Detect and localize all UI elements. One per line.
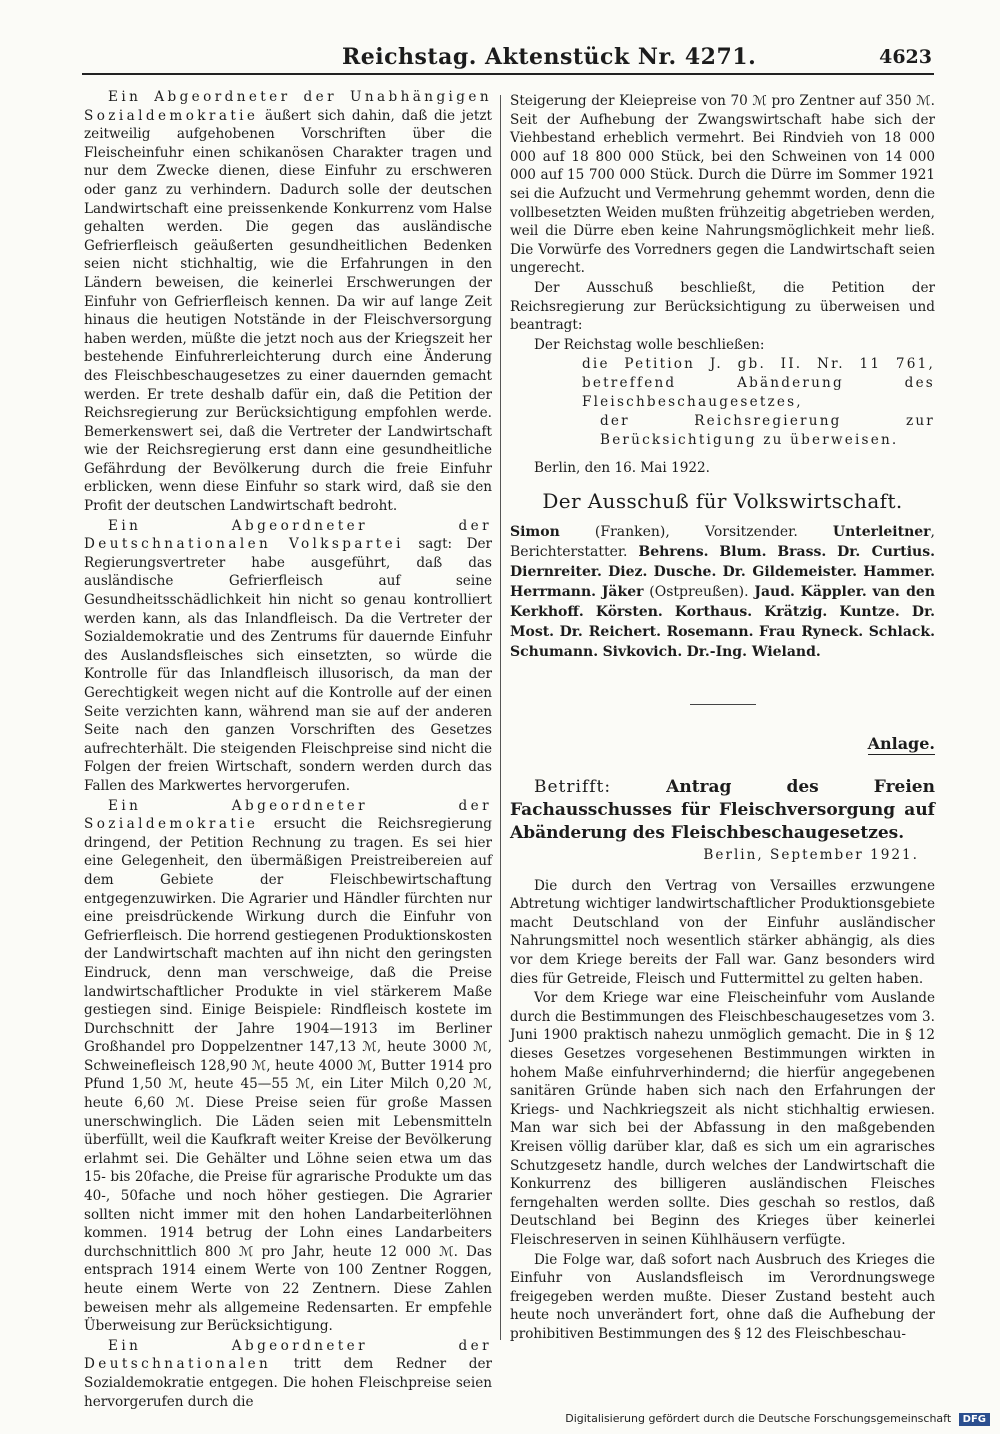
page-header	[82, 40, 932, 74]
member-note	[827, 604, 839, 620]
running-title: Reichstag. Aktenstück Nr. 4271.	[342, 44, 757, 70]
member-note	[709, 544, 720, 560]
member-name: Körsten.	[595, 604, 663, 621]
member-name: Rosemann.	[666, 624, 754, 641]
paragraph: Der Ausschuß beschließt, die Petition der Reichsregierung zur Berücksichtigung zu überweisen und beantragt:	[510, 279, 935, 334]
paragraph: Die Folge war, daß sofort nach Ausbruch des Krieges die Einfuhr von Auslandsfleisch im Verordnungswege freigegeben werden mußte. Dieser Zustand besteht auch heute noch unverändert fort, ohne daß die Aufhebung der prohibitiven Bestimmungen des § 12 des Fleischbeschau-	[510, 1251, 935, 1342]
paragraph: Die durch den Vertrag von Versailles erzwungene Abtretung wichtiger landwirtschaftlicher Produktionsgebiete macht Deutschland von der Einfuhr ausländischer Nahrungsmittel noch wesentlich stärker abhängig, als dies vor dem Kriege bereits der Fall war. Ganz besonders wird dies für Getreide, Fleisch und Futtermittel zu gelten haben.	[510, 877, 935, 987]
paragraph: Vor dem Kriege war eine Fleischeinfuhr vom Auslande durch die Bestimmungen des Fleischbeschaugesetzes vom 3. Juni 1900 praktisch nahezu unmöglich gemacht. Die in § 12 dieses Gesetzes vorgesehenen Bestimmungen wirkten in hohem Maße einfuhrverhindernd; die hierfür angegebenen sanitären Gründe haben sich nach den Erfahrungen der Kriegs- und Nachkriegszeit als nicht stichhaltig erwiesen. Man war sich bei der Abfassung in den maßgebenden Kreisen völlig darüber klar, daß es sich um ein agrarisches Schutzgesetz handle, durch welches der Landwirtschaft die Konkurrenz des billigeren ausländischen Fleisches ferngehalten werden sollte. Dies geschah so restlos, daß Deutschland bei Beginn des Krieges über keinerlei Fleischreserven in seinen Kühlhäusern verfügte.	[510, 990, 935, 1248]
speaker-label: Ein Abgeordneter der Unabhängigen Sozialdemokratie	[84, 89, 492, 124]
member-name: Käppler.	[800, 584, 867, 601]
member-note: (Ostpreußen).	[643, 584, 755, 601]
speaker-label: Ein Abgeordneter der Deutschnationalen	[84, 1337, 492, 1373]
member-note	[766, 544, 777, 560]
member-name: Unterleitner	[832, 524, 931, 541]
member-name: Dr. Most.	[510, 604, 936, 641]
paragraph	[84, 797, 492, 1336]
dfg-logo: DFG	[959, 1413, 990, 1426]
member-name: Brass.	[777, 544, 827, 561]
date-line: Berlin, den 16. Mai 1922.	[534, 460, 710, 477]
speaker-label: Ein Abgeordneter der Sozialdemokratie	[84, 797, 492, 833]
member-name: van den Kerkhoff.	[510, 584, 935, 621]
paragraph	[84, 1337, 492, 1411]
member-note	[826, 544, 837, 560]
member-name: Kuntze.	[839, 604, 900, 621]
member-name: Dr. Reichert.	[559, 624, 661, 641]
member-note	[752, 604, 764, 620]
motion-item: der Reichsregierung zur Berücksichtigung zu überweisen.	[600, 413, 935, 448]
place-date: Berlin, September 1921.	[703, 847, 919, 864]
member-name: Hammer.	[863, 564, 936, 581]
member-name: Diernreiter.	[510, 564, 602, 581]
right-column	[510, 92, 935, 1345]
subject-line	[510, 776, 935, 845]
footer-text: Digitalisierung gefördert durch die Deutsche Forschungsgemeinschaft	[565, 1412, 952, 1425]
speaker-label: Ein Abgeordneter der Deutschnationalen Volkspartei	[84, 517, 492, 553]
member-name: Dr. Curtius.	[837, 544, 935, 561]
annex-label: Anlage.	[867, 734, 935, 754]
page-number: 4623	[879, 46, 932, 68]
annex-heading	[510, 735, 935, 754]
footer-credit	[565, 1412, 990, 1426]
paragraph	[84, 88, 492, 516]
member-name: Simon	[510, 524, 560, 541]
member-name: Frau Ryneck.	[759, 624, 864, 641]
paragraph-text: äußert sich dahin, daß die jetzt zeitweilig aufgehobenen Vorschriften über die Fleischeinfuhr einen schikanösen Charakter tragen und nur dem Zwecke dienen, diese Einfuhr zu erschweren oder ganz zu verhindern. Dadurch solle der deutschen Landwirtschaft eine preissenkende Konkurrenz vom Halse gehalten werden. Die gegen das ausländische Gefrierfleisch geäußerten gesundheitlichen Bedenken seien nicht stichhaltig, wie die Erfahrungen in den Ländern beweisen, die keinerlei Erschwerungen der Einfuhr von Gefrierfleisch kennen. Da wir auf lange Zeit hinaus die heutigen Notstände in der Fleischversorgung haben werden, müßte die jetzt noch aus der Kriegszeit her bestehende Einfuhrerleichterung durch eine Änderung des Fleischbeschaugesetzes zu einer dauernden gemacht werden. Er trete deshalb dafür ein, daß die Petition der Reichsregierung zur Berücksichtigung empfohlen werde. Bemerkenswert sei, daß die Vertreter der Landwirtschaft wie der Reichsregierung erst dann eine gesundheitliche Gefährdung der Bevölkerung durch die freie Einfuhr erblicken, wenn diese Einfuhr so stark wird, daß sie den Profit der deutschen Landwirtschaft bedroht.	[84, 107, 493, 515]
member-name: Blum.	[719, 544, 767, 561]
committee-title: Der Ausschuß für Volkswirtschaft.	[542, 488, 903, 513]
motion-item: die Petition J. gb. II. Nr. 11 761, betreffend Abänderung des Fleischbeschaugesetzes,	[582, 356, 935, 410]
paragraph-text: ersucht die Reichsregierung dringend, der Petition Rechnung zu tragen. Es sei hier eine Gelegenheit, den übermäßigen Preistreibereien auf dem Gebiete der Fleischbewirtschaftung entgegenzuwirken. Die Agrarier und Händler fürchten nur eine preisdrückende Wirkung durch die Einfuhr von Gefrierfleisch. Die horrend gestiegenen Produktionskosten der Landwirtschaft machten auf ihn nicht den geringsten Eindruck, denn man verschweige, daß die Preise landwirtschaftlicher Produkte in viel stärkerem Maße gestiegen sind. Einige Beispiele: Rindfleisch kostete im Durchschnitt der Jahre 1904—1913 im Berliner Großhandel pro Doppelzentner 147,13 ℳ, heute 3000 ℳ, Schweinefleisch 128,90 ℳ, heute 4000 ℳ, Butter 1914 pro Pfund 1,50 ℳ, heute 45—55 ℳ, ein Liter Milch 0,20 ℳ, heute 6,60 ℳ. Diese Preise seien für große Massen unerschwinglich. Die Läden seien mit Lebensmitteln überfüllt, weil die Kaufkraft weiter Kreise der Bevölkerung erlahmt sei. Die Gehälter und Löhne seien etwa um das 15- bis 20fache, die Preise für agrarische Produkte um das 40-, 50fache und noch höher gestiegen. Die Agrarier sollten nicht immer mit den hohen Landarbeiterlöhnen kommen. 1914 betrug der Lohn eines Landarbeiters durchschnittlich 800 ℳ pro Jahr, heute 12 000 ℳ. Das entsprach 1914 einem Werte von 100 Zentner Roggen, heute einem Werte von 22 Zentnern. Diese Zahlen beweisen mehr als allgemeine Redensarten. Er empfehle Überweisung zur Berücksichtigung.	[84, 816, 492, 1335]
member-name: Diez.	[608, 564, 648, 581]
paragraph: Steigerung der Kleiepreise von 70 ℳ pro Zentner auf 350 ℳ. Seit der Aufhebung der Zwangswirtschaft habe sich der Viehbestand erheblich vermehrt. Bei Rindvieh von 18 000 000 auf 18 800 000 Stück, bei den Schweinen von 14 000 000 auf 15 700 000 Stück. Durch die Dürre im Sommer 1921 sei die Aufzucht und Vermehrung gehemmt worden, denn die vollbesetzten Weiden mußten frühzeitig abgetrieben werden, weil die Dürre eben keine Nahrungsmöglichkeit mehr ließ. Die Vorwürfe des Vorredners gegen die Landwirtschaft seien ungerecht.	[510, 93, 935, 277]
member-name: Sivkovich.	[602, 644, 683, 661]
member-name: Jäker	[601, 584, 644, 601]
member-note: , Berichterstatter.	[510, 524, 935, 561]
committee-members	[510, 522, 935, 662]
member-note	[663, 604, 675, 620]
member-name: Jaud.	[754, 584, 795, 601]
member-name: Dr. Gildemeister.	[722, 564, 857, 581]
left-column	[84, 88, 492, 1412]
paragraph	[84, 517, 492, 796]
member-name: Schlack.	[868, 624, 935, 641]
paragraph-text: sagt: Der Regierungsvertreter habe ausgeführt, daß das ausländische Gefrierfleisch auf seine Gesundheitsschädlichkeit hin nicht so genau kontrolliert werden kann, als das Inlandfleisch. Da die Vertreter der Sozialdemokratie und des Zentrums für dauernde Einfuhr des Auslandsfleisches sich einsetzten, so würde die Kontrolle für das Inlandfleisch illusorisch, da man der Gerechtigkeit wegen nicht auf die Kontrolle auf der einen Seite verzichten kann, während man sie auf der anderen Seite nach den ganzen Vorschriften des Gesetzes aufrechterhält. Die steigenden Fleischpreise sind nicht die Folgen der freien Wirtschaft, sondern werden durch das Fallen des Markwertes hervorgerufen.	[84, 536, 493, 794]
member-name: Schumann.	[510, 644, 599, 661]
header-rule	[82, 73, 934, 75]
member-name: Dr.-Ing. Wieland.	[686, 644, 821, 661]
subject-lead: Betrifft:	[534, 777, 612, 798]
motion-intro: Der Reichstag wolle beschließen:	[534, 336, 765, 353]
member-name: Krätzig.	[764, 604, 828, 621]
section-rule	[690, 704, 756, 705]
member-name: Korthaus.	[674, 604, 753, 621]
member-note	[584, 604, 596, 620]
member-note	[900, 604, 912, 620]
member-name: Herrmann.	[510, 584, 597, 601]
column-divider	[500, 95, 501, 1340]
member-name: Behrens.	[638, 544, 709, 561]
member-note: (Franken), Vorsitzender.	[559, 524, 833, 541]
subject-text: Antrag des Freien Fachausschusses für Fleischversorgung auf Abänderung des Fleischbeschaugesetzes.	[510, 777, 935, 844]
paragraph-text: tritt dem Redner der Sozialdemokratie entgegen. Die hohen Fleischpreise seien hervorgerufen durch die	[84, 1356, 492, 1410]
member-name: Dusche.	[653, 564, 717, 581]
